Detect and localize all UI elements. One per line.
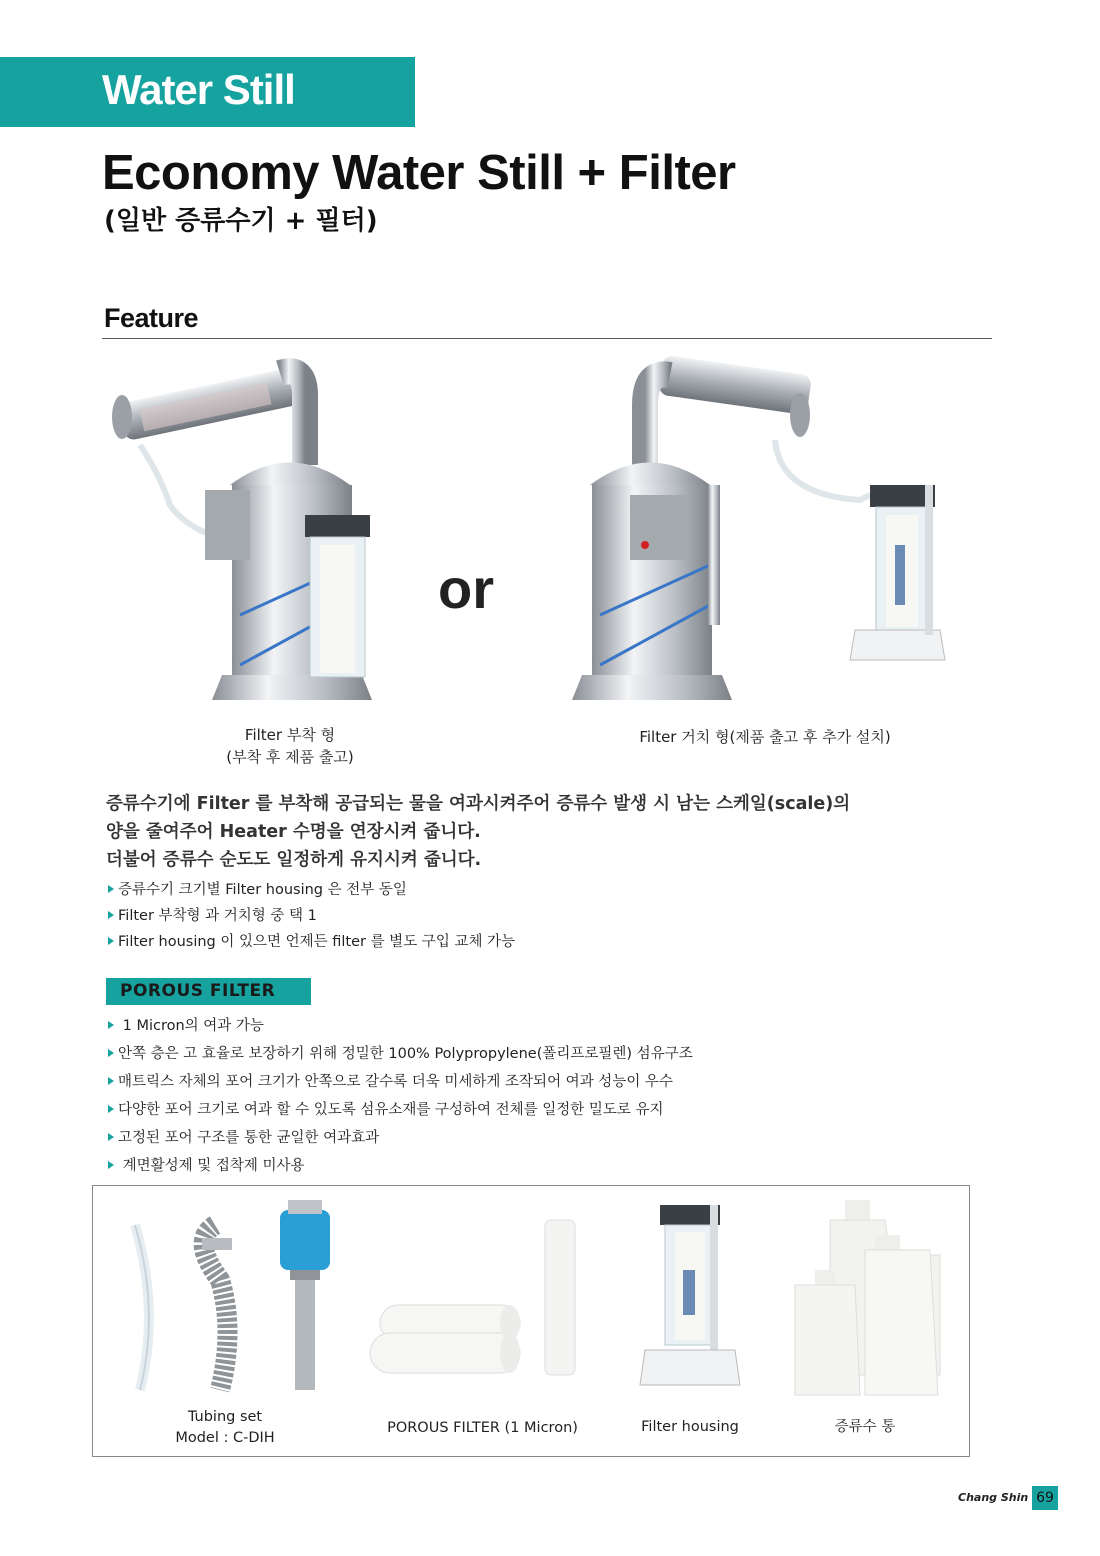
- water-still-attached-filter-image: [100, 345, 390, 715]
- feature-divider: [102, 338, 992, 339]
- bullet-triangle-icon: [108, 885, 114, 893]
- distilled-water-tank-image: [790, 1195, 950, 1405]
- section-label: Water Still: [102, 66, 295, 113]
- tubing-set-name: Tubing set: [187, 1409, 263, 1425]
- bullet-triangle-icon: [108, 1161, 114, 1169]
- list-item: 다양한 포어 크기로 여과 할 수 있도록 섬유소재를 구성하여 전체를 일정한 밀도로 유지: [108, 1098, 664, 1119]
- or-separator: or: [438, 557, 494, 620]
- list-item: Filter 부착형 과 거치형 중 택 1: [108, 904, 317, 925]
- description-line3: 더불어 증류수 순도도 일정하게 유지시켜 줍니다.: [106, 850, 482, 870]
- porous-filter-image: [360, 1215, 600, 1385]
- filter-housing-image: [630, 1200, 750, 1400]
- water-still-stand-filter-image: [560, 345, 960, 715]
- page-subtitle: (일반 증류수기 + 필터): [104, 206, 378, 236]
- page-title: Economy Water Still + Filter: [102, 146, 736, 200]
- porous-filter-label: POROUS FILTER: [106, 978, 311, 1005]
- footer-brand: Chang Shin: [958, 1491, 1029, 1504]
- porous-filter-caption: POROUS FILTER (1 Micron): [387, 1420, 578, 1436]
- feature-bullet-list: [108, 878, 808, 958]
- bullet-triangle-icon: [108, 1133, 114, 1141]
- caption-attached-type: [190, 724, 390, 768]
- bullet-triangle-icon: [108, 1021, 114, 1029]
- bullet-triangle-icon: [108, 1049, 114, 1057]
- porous-bullet-list: [108, 1014, 868, 1184]
- bullet-triangle-icon: [108, 1105, 114, 1113]
- list-item: 1 Micron의 여과 가능: [108, 1014, 264, 1035]
- tubing-set-image: [120, 1200, 360, 1400]
- bullet-triangle-icon: [108, 1077, 114, 1085]
- feature-heading: Feature: [104, 303, 199, 333]
- list-item: 계면활성제 및 접착제 미사용: [108, 1154, 305, 1175]
- caption-stand-type: Filter 거치 형(제품 출고 후 추가 설치): [639, 728, 891, 746]
- list-item: 매트릭스 자체의 포어 크기가 안쪽으로 갈수록 더욱 미세하게 조작되어 여과 성능이 우수: [108, 1070, 673, 1091]
- caption-attached-line1: Filter 부착 형: [244, 726, 336, 744]
- list-item: 안쪽 층은 고 효율로 보장하기 위해 정밀한 100% Polypropylene(폴리프로필렌) 섬유구조: [108, 1042, 693, 1063]
- bullet-triangle-icon: [108, 937, 114, 945]
- tubing-set-caption: [140, 1407, 310, 1449]
- description-line1: 증류수기에 Filter 를 부착해 공급되는 물을 여과시켜주어 증류수 발생 시 남는 스케일(scale)의: [106, 794, 851, 814]
- list-item: Filter housing 이 있으면 언제든 filter 를 별도 구입 교체 가능: [108, 930, 515, 951]
- page-number: 69: [1032, 1486, 1058, 1510]
- description-line2: 양을 줄여주어 Heater 수명을 연장시켜 줍니다.: [106, 822, 481, 842]
- list-item: 고정된 포어 구조를 통한 균일한 여과효과: [108, 1126, 379, 1147]
- list-item: 증류수기 크기별 Filter housing 은 전부 동일: [108, 878, 407, 899]
- bullet-triangle-icon: [108, 911, 114, 919]
- caption-attached-line2: (부착 후 제품 출고): [226, 748, 354, 766]
- water-tank-caption: 증류수 통: [834, 1419, 896, 1435]
- filter-housing-caption: Filter housing: [641, 1419, 739, 1435]
- description: [106, 790, 850, 874]
- tubing-set-model: Model : C-DIH: [175, 1430, 275, 1446]
